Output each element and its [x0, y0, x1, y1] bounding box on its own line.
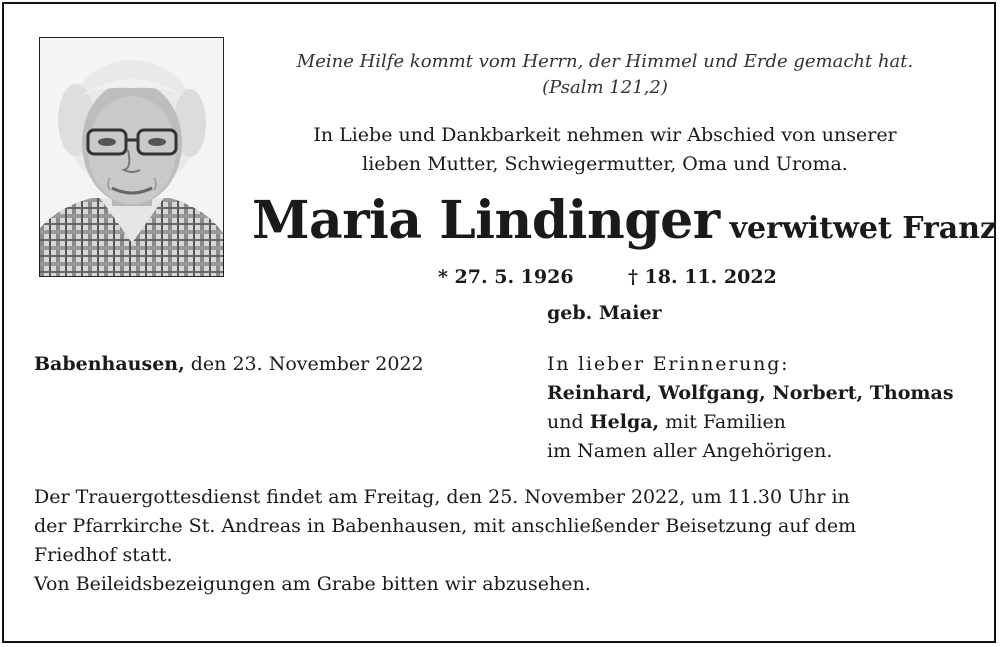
mourners-heading: In lieber Erinnerung:	[547, 353, 790, 375]
mourners-names: Reinhard, Wolfgang, Norbert, Thomas	[547, 382, 954, 404]
marital-status: verwitwet Franz	[729, 211, 998, 246]
deceased-name: Maria Lindinger	[252, 190, 720, 251]
place: Babenhausen,	[34, 353, 185, 375]
notice-date: den 23. November 2022	[190, 353, 424, 375]
on-behalf-of-relatives: im Namen aller Angehörigen.	[547, 440, 833, 462]
portrait-illustration	[40, 38, 223, 276]
farewell-text-line-2: lieben Mutter, Schwiegermutter, Oma und Uroma.	[362, 153, 848, 175]
farewell-text-line-1: In Liebe und Dankbarkeit nehmen wir Abschied von unserer	[313, 124, 897, 146]
maiden-name: geb. Maier	[547, 302, 662, 324]
with-families: mit Familien	[665, 411, 786, 433]
deceased-name-line	[252, 190, 997, 251]
death-date: † 18. 11. 2022	[628, 266, 777, 288]
place-and-date	[34, 350, 424, 379]
birth-date: * 27. 5. 1926	[438, 266, 574, 288]
service-text-line-3: Friedhof statt.	[34, 544, 173, 566]
conjunction: und	[547, 411, 584, 433]
service-text-line-2: der Pfarrkirche St. Andreas in Babenhausen, mit anschließender Beisetzung auf dem	[34, 515, 857, 537]
condolence-request: Von Beileidsbezeigungen am Grabe bitten wir abzusehen.	[34, 573, 591, 595]
mourners-line-3	[547, 408, 786, 437]
psalm-reference: (Psalm 121,2)	[542, 77, 668, 98]
portrait-photo	[39, 37, 224, 277]
psalm-quote: Meine Hilfe kommt vom Herrn, der Himmel und Erde gemacht hat.	[296, 51, 914, 72]
service-text-line-1: Der Trauergottesdienst findet am Freitag, den 25. November 2022, um 11.30 Uhr in	[34, 486, 850, 508]
mourners-name-helga: Helga,	[589, 411, 660, 433]
